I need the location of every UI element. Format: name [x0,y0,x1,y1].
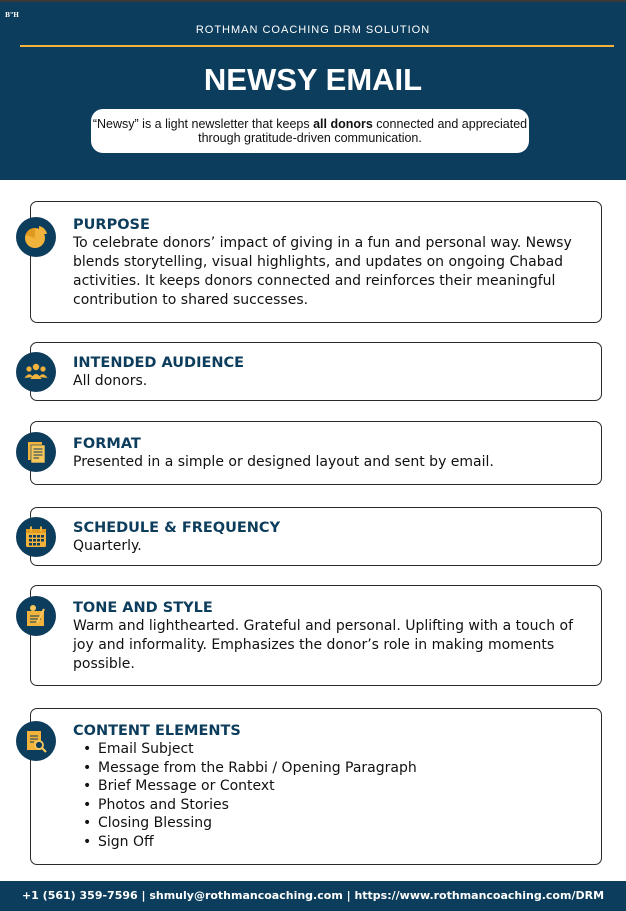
content-card [30,708,602,865]
header-banner [0,0,626,180]
bh-mark: B"H [5,12,19,19]
schedule-card [30,507,602,566]
tone-body: Warm and lighthearted. Grateful and personal. Uplifting with a touch of joy and informality. Emphasizes the donor’s role in making moments possible. [73,618,574,672]
format-body: Presented in a simple or designed layout and sent by email. [73,454,494,470]
calendar-icon [16,517,56,557]
intro-box [91,109,529,153]
page-title: NEWSY EMAIL [203,62,423,97]
footer-contact: +1 (561) 359-7596 | shmuly@rothmancoaching.com | https://www.rothmancoaching.com/DRM [21,889,605,902]
schedule-heading: SCHEDULE & FREQUENCY [73,520,281,536]
list-item: • Email Subject [73,740,601,759]
gold-divider [20,45,614,47]
intro-text-start: “Newsy” is a light newsletter that keeps [92,117,314,131]
purpose-card [30,201,602,323]
document-icon [16,432,56,472]
pie-chart-icon [16,217,56,257]
tone-card [30,585,602,686]
document-search-icon [16,721,56,761]
intro-text-end: connected and appreciated through gratitude-driven communication. [198,117,528,145]
format-card [30,421,602,485]
brand-name: ROTHMAN COACHING DRM SOLUTION [195,24,431,36]
list-item: • Sign Off [73,833,601,852]
audience-body: All donors. [73,373,148,389]
schedule-body: Quarterly. [73,538,142,554]
footer-contact-bar [0,881,626,911]
tone-heading: TONE AND STYLE [73,600,213,616]
audience-heading: INTENDED AUDIENCE [73,355,245,371]
people-group-icon [16,352,56,392]
format-heading: FORMAT [73,436,141,452]
intro-text-bold: all donors [313,117,373,131]
list-item: • Message from the Rabbi / Opening Paragraph [73,759,601,778]
purpose-heading: PURPOSE [73,217,150,233]
top-rule [0,0,626,2]
content-heading: CONTENT ELEMENTS [73,723,241,739]
purpose-body: To celebrate donors’ impact of giving in a fun and personal way. Newsy blends storytelling, visual highlights, and updates on ongoing Chabad activities. It keeps donors connected and reinforces their meaningful contribution to shared successes. [73,235,572,308]
audience-card [30,342,602,401]
content-list [73,740,601,852]
list-item: • Brief Message or Context [73,777,601,796]
idea-notepad-icon [16,596,56,636]
list-item: • Closing Blessing [73,814,601,833]
list-item: • Photos and Stories [73,796,601,815]
